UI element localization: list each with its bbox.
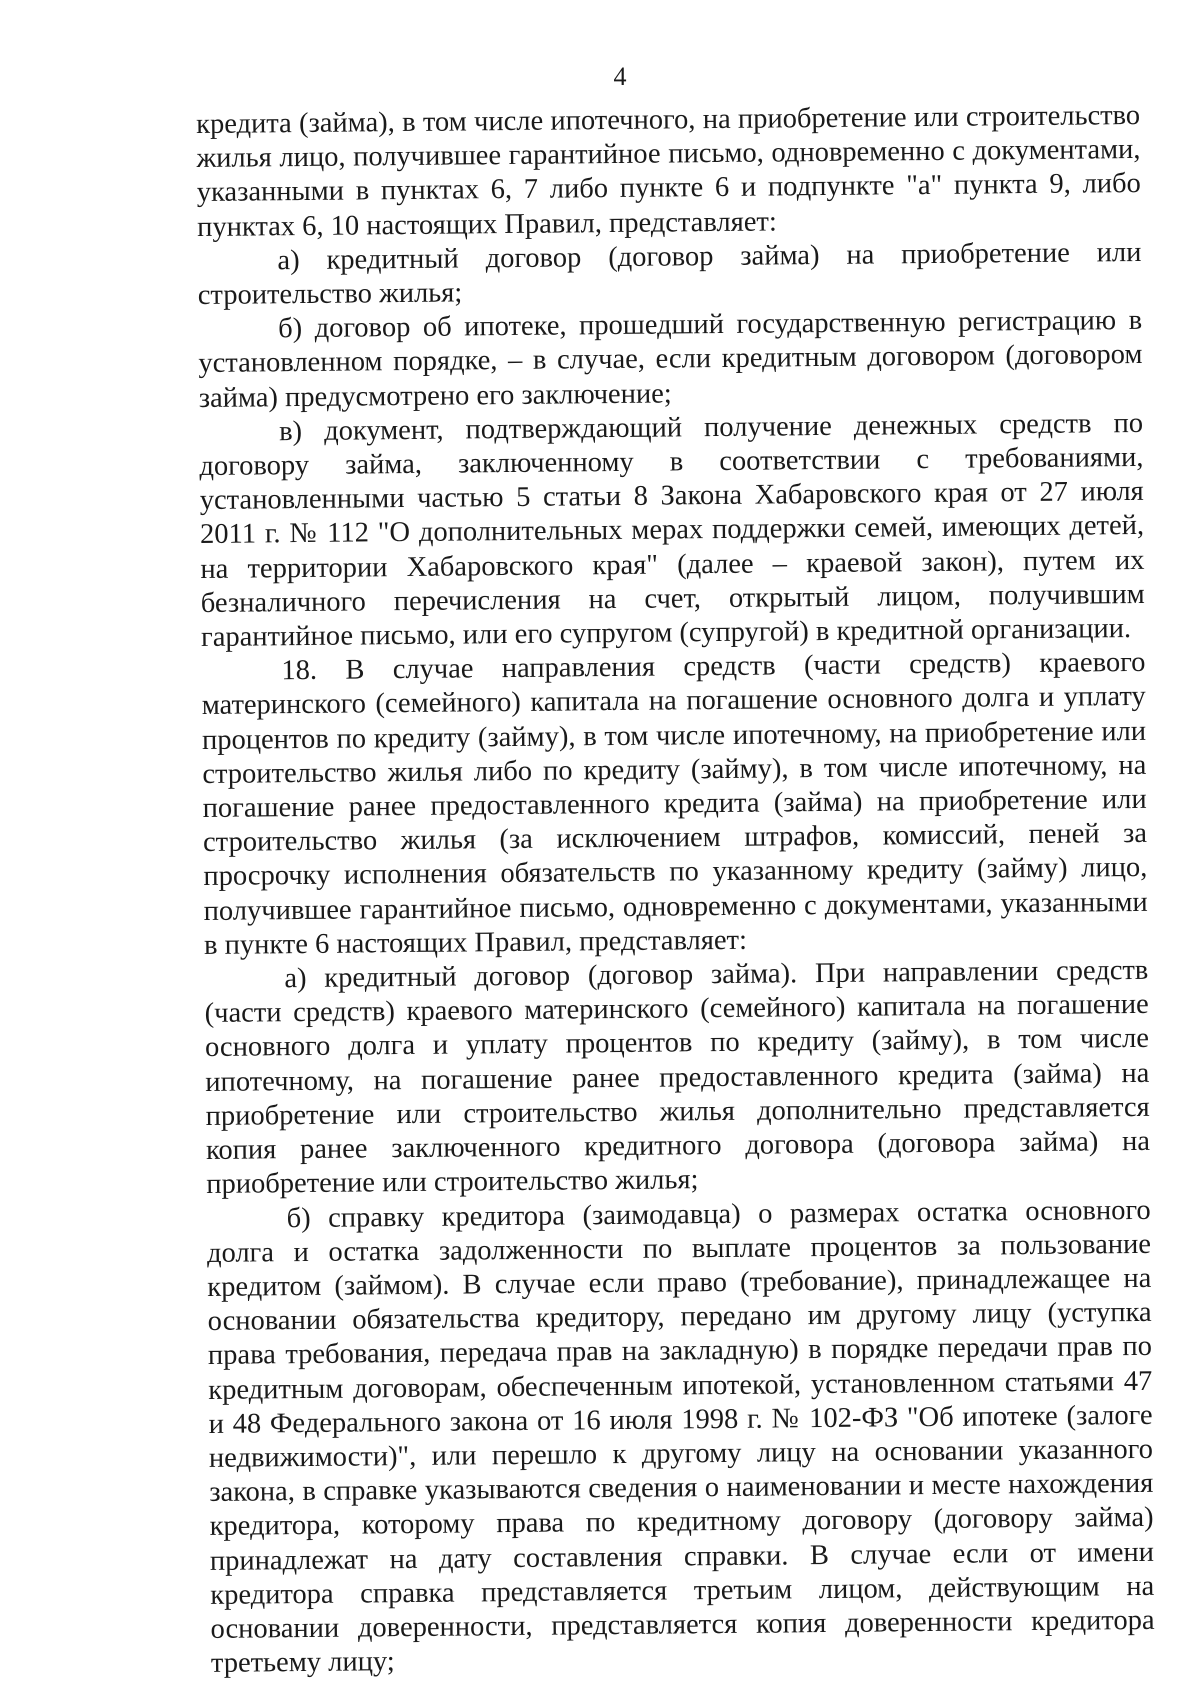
paragraph-item-b: б) договор об ипотеке, прошедший государственную регистрацию в установленном порядке, – в случае, если кредитным договором (договором займа) предусмотрено его заключение; xyxy=(198,305,1143,414)
paragraph-item-a: а) кредитный договор (договор займа) на приобретение или строительство жилья; xyxy=(197,236,1142,312)
paragraph-item-v: в) документ, подтверждающий получение денежных средств по договору займа, заключенному в соответствии с требованиями, установленными частью 5 статьи 8 Закона Хабаровского края от 27 июля 2011 г. № 112 "О дополнительных мерах поддержки семей, имеющих детей, на территории Хабаровского края" (далее – краевой закон), путем их безналичного перечисления на счет, открытый лицом, получившим гарантийное письмо, или его супругом (супругой) в кредитной организации. xyxy=(199,407,1145,654)
page-number: 4 xyxy=(613,62,627,91)
document-body xyxy=(196,99,1155,1681)
paragraph-clause-18-item-a: а) кредитный договор (договор займа). При направлении средств (части средств) краевого материнского (семейного) капитала на погашение основного долга и уплату процентов по кредиту (займу), в том числе ипотечному, на погашение ранее предоставленного кредита (займа) на приобретение или строительство жилья дополнительно представляется копия ранее заключенного кредитного договора (договора займа) на приобретение или строительство жилья; xyxy=(204,954,1151,1201)
paragraph-continuation: кредита (займа), в том числе ипотечного, на приобретение или строительство жилья лицо, получившее гарантийное письмо, одновременно с документами, указанными в пунктах 6, 7 либо пункте 6 и подпункте "а" пункта 9, либо пунктах 6, 10 настоящих Правил, представляет: xyxy=(196,99,1141,243)
paragraph-clause-18-item-b: б) справку кредитора (заимодавца) о размерах остатка основного долга и остатка задолженности по выплате процентов за пользование кредитом (займом). В случае если право (требование), принадлежащее на основании обязательства кредитору, передано им другому лицу (уступка права требования, передача прав на закладную) в порядке передачи прав по кредитным договорам, обеспеченным ипотекой, установленном статьями 47 и 48 Федерального закона от 16 июля 1998 г. № 102-ФЗ "Об ипотеке (залоге недвижимости)", или перешло к другому лицу на основании указанного закона, в справке указываются сведения о наименовании и месте нахождения кредитора, которому права по кредитному договору (договору займа) принадлежат на дату составления справки. В случае если от имени кредитора справка представляется третьим лицом, действующим на основании доверенности, представляется копия доверенности кредитора третьему лицу; xyxy=(206,1194,1155,1680)
paragraph-clause-18: 18. В случае направления средств (части средств) краевого материнского (семейного) капитала на погашение основного долга и уплату процентов по кредиту (займу), в том числе ипотечному, на приобретение или строительство жилья либо по кредиту (займу), в том числе ипотечному, на погашение ранее предоставленного кредита (займа) на приобретение или строительство жилья (за исключением штрафов, комиссий, пеней за просрочку исполнения обязательств по указанному кредиту (займу) лицо, получившее гарантийное письмо, одновременно с документами, указанными в пункте 6 настоящих Правил, представляет: xyxy=(201,647,1148,961)
